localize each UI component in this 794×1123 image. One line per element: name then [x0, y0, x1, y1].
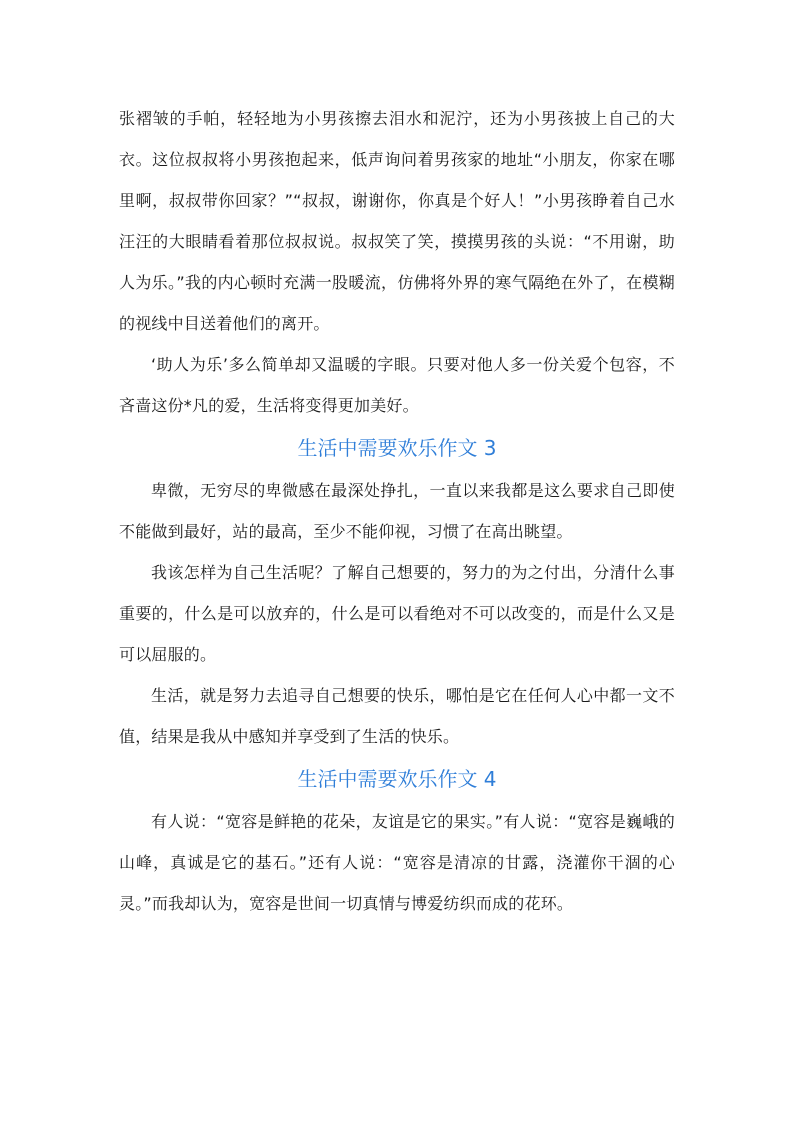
- paragraph-story-continuation: 张褶皱的手帕，轻轻地为小男孩擦去泪水和泥泞，还为小男孩披上自己的大衣。这位叔叔将小男孩抱起来，低声询问着男孩家的地址“小朋友，你家在哪里啊，叔叔带你回家？”“叔叔，谢谢你，你真是个好人！”小男孩睁着自己水汪汪的大眼睛看着那位叔叔说。叔叔笑了笑，摸摸男孩的头说：“不用谢，助人为乐。”我的内心顿时充满一股暖流，仿佛将外界的寒气隔绝在外了，在模糊的视线中目送着他们的离开。: [119, 109, 675, 333]
- paragraph-tolerance: 有人说：“宽容是鲜艳的花朵，友谊是它的果实。”有人说：“宽容是巍峨的山峰，真诚是它的基石。”还有人说：“宽容是清凉的甘露，浇灌你干涸的心灵。”而我却认为，宽容是世间一切真情与博爱纺织而成的花环。: [119, 812, 675, 913]
- paragraph-humility: 卑微，无穷尽的卑微感在最深处挣扎，一直以来我都是这么要求自己即使不能做到最好，站的最高，至少不能仰视，习惯了在高出眺望。: [119, 481, 675, 541]
- section-heading-4: 生活中需要欢乐作文 4: [297, 767, 497, 791]
- paragraph-living-for-self: 我该怎样为自己生活呢？了解自己想要的，努力的为之付出，分清什么事重要的，什么是可以放弃的，什么是可以看绝对不可以改变的，而是什么又是可以屈服的。: [119, 563, 675, 664]
- section-heading-3: 生活中需要欢乐作文 3: [297, 436, 497, 460]
- paragraph-helping-others: ‘助人为乐’多么简单却又温暖的字眼。只要对他人多一份关爱个包容，不吝啬这份*凡的爱，生活将变得更加美好。: [119, 355, 675, 415]
- document-content: [119, 98, 675, 924]
- paragraph-pursuing-happiness: 生活，就是努力去追寻自己想要的快乐，哪怕是它在任何人心中都一文不值，结果是我从中感知并享受到了生活的快乐。: [119, 686, 675, 746]
